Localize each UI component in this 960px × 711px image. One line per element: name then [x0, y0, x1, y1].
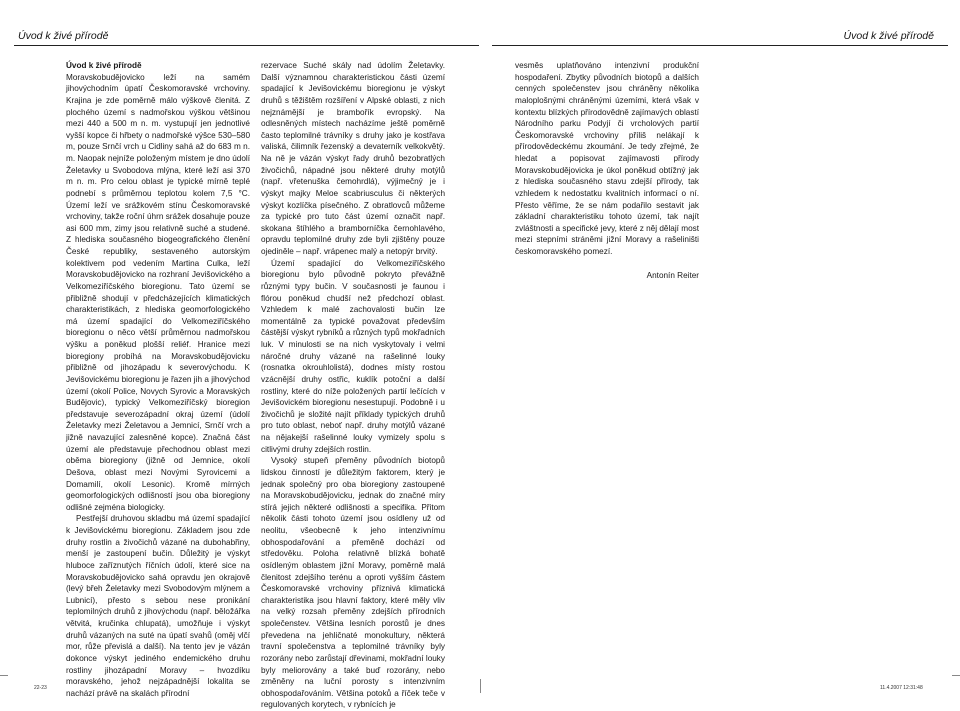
text-column-1	[66, 60, 250, 699]
paragraph: Pestřejší druhovou skladbu má území spadající k Jevišovickému bioregionu. Základem jsou zde druhy rostlin a živočichů vázané na dubohabřiny, menší je zastoupení bučin. Důležitý je výskyt hluboce zaříznutých říčních údolí, které sice na Moravskobudějovicko sahá opravdu jen okrajově (levý břeh Želetavky mezi Svobodovým mlýnem a Lubnicí), přesto s sebou nese pronikání teplomilných druhů z jihovýchodu (např. běložářka větvitá, kručinka chlupatá), umožňuje i výskyt druhů vázaných na suté na úpatí svahů (oměj vlčí mor, růže převislá a další). Na tento jev je vázán dokonce výskyt jediného endemického druhu rostliny jihozápadní Moravy – hvozdíku moravského, jehož nejzápadnější lokalita se nachází právě na skalách přírodní	[66, 514, 250, 698]
paragraph: Území spadající do Velkomeziříčského bioregionu bylo původně pokryto převážně různými typy bučin. V současnosti je faunou i flórou poněkud chudší než předchozí oblast. Vzhledem k malé zachovalosti bučin lze momentálně za typické považovat především částější výskyt rybníků a různých typů mokřadních luk. V minulosti se na nich vyskytovaly i velmi náročné druhy vázané na rašelinné louky (rosnatka okrouhlolistá), dodnes místy rostou vzácnější druhy ostřic, kuklík potoční a další rostliny, které do níže položených partií lečících v Jevišovickém bioregionu nesestupují. Podobně i u živočichů je složité najít příklady typických druhů pro tuto oblast, neboť např. druhy motýlů vázané na nějakejší rašelinné louky vymizely spolu s citlivými druhy zdejších rostlin.	[261, 258, 445, 454]
text-column-3	[515, 60, 699, 281]
header-rule-right	[492, 45, 948, 46]
article-title: Úvod k živé přírodě	[66, 61, 142, 70]
crop-mark	[480, 679, 481, 693]
author-signature: Antonín Reiter	[646, 270, 699, 280]
crop-mark	[952, 675, 960, 676]
running-header-left: Úvod k živé přírodě	[18, 30, 109, 42]
print-timestamp: 11.4.2007 12:31:48	[880, 685, 923, 691]
paragraph: Vysoký stupeň přeměny původních biotopů lidskou činností je důležitým faktorem, který je jednak společný pro oba bioregiony zastoupené na Moravskobudějovicku, jednak do značné míry stírá jejich některé odlišnosti a specifika. Přitom několik části tohoto území jsou osídleny už od neolitu, všeobecně k jeho intenzivnímu obhospodařování a přeměně dochází od středověku. Poloha relativně blízká bohatě osídleným oblastem jižní Moravy, poměrně malá členitost zdejšího terénu a oproti vyšším částem Českomoravské vrchoviny příznivá klimatická charakteristika jsou hlavní faktory, které měly vliv na velký rozsah přeměny zdejších přírodních společenstev. Většina lesních porostů je dnes převedena na jehličnaté monokultury, některá travní společenstva a teplomilné trávníky byly rozorány nebo zarůstají dřevinami, mokřadní louky byly meliorovány a také buď rozorány, nebo změněny na luční porosty s intenzivním obhospodařováním. Většina potoků a říček teče v regulovaných korytech, v rybnících je	[261, 456, 445, 710]
text-column-2	[261, 60, 445, 711]
paragraph: rezervace Suché skály nad údolím Želetavky. Další významnou charakteristickou části území spadající k Jevišovickému bioregionu je výskyt druhů s těžištěm rozšíření v Alpské oblasti, z nich nejznámější je brambořík evropský. Na odlesněných místech nacházíme ještě poměrně často teplomilné trávníky s druhy jako je kostřava valiská, čilimník řezenský a devaterník velkokvětý. Na ně je vázán výskyt řady druhů bezobratlých živočichů, nápadné jsou některé druhy motýlů (např. vřetenuška čemohrdlá), výjimečný je i výskyt majky Meloe scabriusculus či některých výskyt kozlíčka písečného. Z obratlovců můžeme za typické pro tuto část území označit např. skokana štíhlého a bramborníčka černohlavého, opravdu teplomilné druhy zde byli zjištěny pouze ojediněle – např. vrápenec malý a netopýr brvitý.	[261, 61, 445, 256]
running-header-right: Úvod k živé přírodě	[843, 30, 934, 42]
paragraph: vesměs uplatňováno intenzivní produkční hospodaření. Zbytky původních biotopů a dalších cenných společenstev jsou chráněny několika maloplošnými chráněnými územími, která však v kontextu blízkých přírodovědně zajímavých oblastí Národního parku Podyjí či vrcholových partií Českomoravské vrchoviny příliš nelákají k přírodovědeckému zkoumání. Je tedy zřejmé, že hledat a popisovat zajímavosti přírody Moravskobudějovicka je úkol poněkud obtížný jak z hlediska současného stavu zdejší přírody, tak vzhledem k nedostatku kvalitních informací o ní. Přesto věříme, že se nám podařilo sestavit jak základní charakteristiku tohoto území, tak najít zvláštnosti a specifické jevy, které z něj dělají most mezi stepními stráněmi jižní Moravy a rašeliništi českomoravského pomezí.	[515, 61, 699, 256]
page-slug: 22-23	[34, 685, 47, 691]
crop-mark	[0, 675, 8, 676]
header-rule-left	[14, 45, 479, 46]
paragraph: Moravskobudějovicko leží na samém jihovýchodním úpatí Českomoravské vrchoviny. Krajina je zde poměrně málo výškově členitá. Z plochého území s nadmořskou výškou většinou mezi 440 a 500 m n. m. vystupují jen jednotlivé vyšší kopce či hřbety o nadmořské výšce 530–580 m, pouze Srnčí vrch u Cidliny sahá až do 683 m n. m. Naopak nejníže položeným místem je dno údolí Želetavky u Svobodova mlýna, které leží asi 370 m n. m. Pro celou oblast je typické mírně teplé podnebí s průměrnou teplotou kolem 7,5 °C. Území leží ve srážkovém stínu Českomoravské vrchoviny, takže roční úhrn srážek dosahuje pouze asi 600 mm, zimy jsou relativně suché a studené. Z hlediska současného biogeografického členění České republiky, sestaveného autorským kolektivem pod vedením Martina Culka, leží Moravskobudějovicko na rozhraní Jevišovického a Velkomeziříčského bioregionu. Tato území se přibližně shodují v předcházejících klimatických charakteristikách, z hlediska geomorfologického má území spadající do Velkomeziříčského bioregionu o něco větší průměrnou nadmořskou výšku a poněkud plošší reliéf. Hranice mezi bioregiony probíhá na Moravskobudějovicku přibližně od jihozápadu k severovýchodu. K Jevišovickému bioregionu je řazen jih a jihovýchod území (okolí Police, Novych Syrovic a Moravských Budějovic), typický Velkomeziříčský bioregion představuje severozápadní okraj území (údolí Želetavky mezi Želetavou a Jemnicí, Srnčí vrch a jižně navazující zalesněné kopce). Značná část území ale představuje přechodnou oblast mezi oběma bioregiony (jižně od Jemnice, okolí Dešova, oblast mezi Novými Syrovicemi a Domamilí, okolí Lesonic). Kromě mírných geomorfologických odlišností jsou oba bioregiony odlišné zejména biologicky.	[66, 72, 250, 512]
